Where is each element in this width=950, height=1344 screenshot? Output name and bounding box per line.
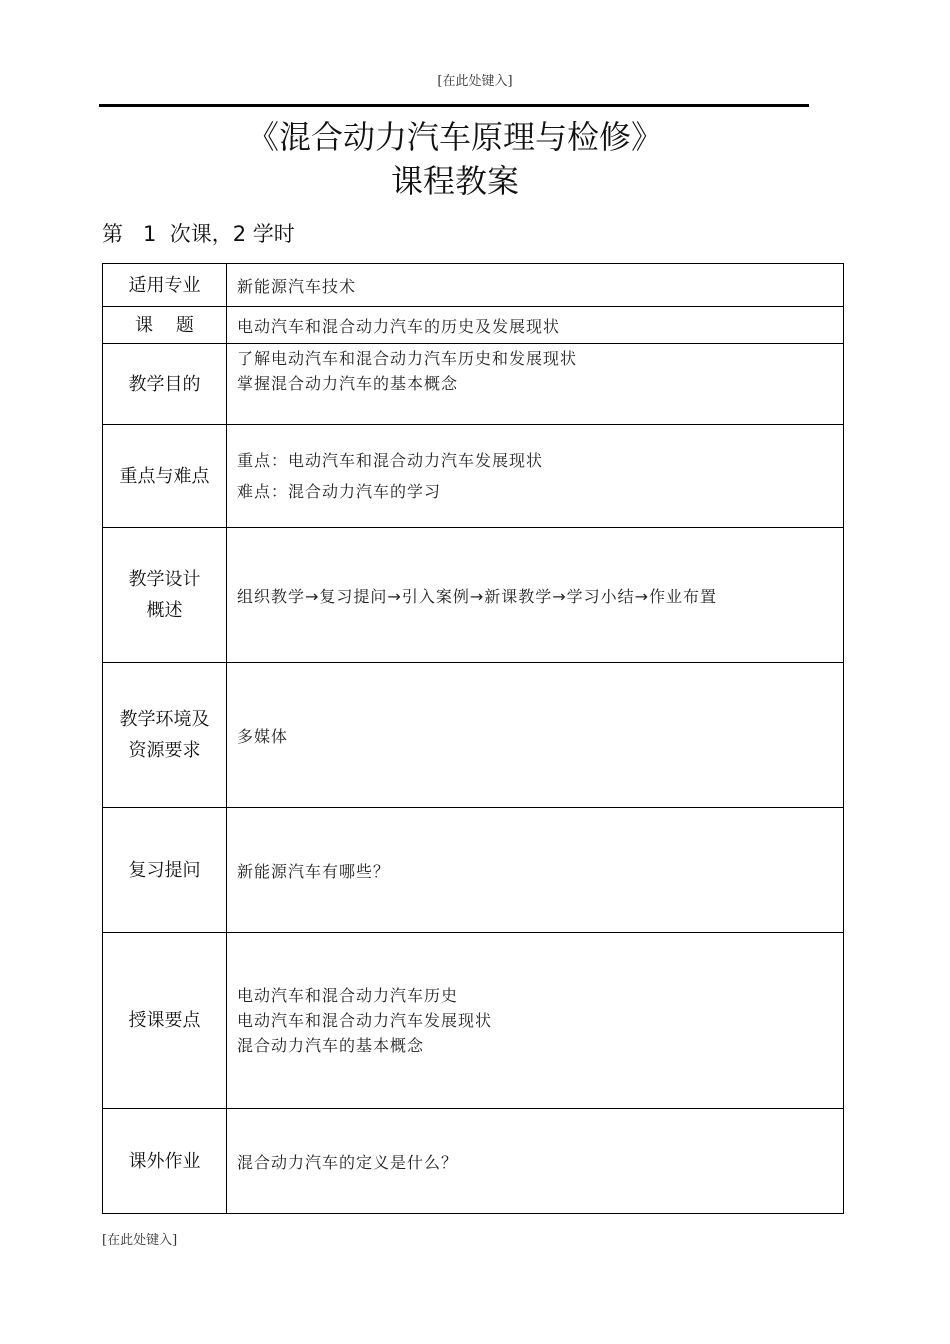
row-value-line: 了解电动汽车和混合动力汽车历史和发展现状	[237, 349, 578, 368]
lesson-plan-table	[102, 263, 844, 1214]
row-value	[227, 307, 844, 344]
page-header-placeholder[interactable]: [在此处键入]	[437, 74, 513, 89]
session-info: 第 1 次课，2 学时	[102, 222, 295, 246]
table-row-teaching-points	[103, 933, 844, 1109]
table-row-review	[103, 808, 844, 933]
row-label: 适用专业	[103, 264, 227, 307]
row-value-line: 重点：电动汽车和混合动力汽车发展现状	[237, 451, 544, 470]
row-value	[227, 344, 844, 425]
table-row-topic	[103, 307, 844, 344]
row-value-line: 电动汽车和混合动力汽车的历史及发展现状	[237, 316, 561, 336]
row-value-line: 电动汽车和混合动力汽车历史	[237, 986, 459, 1005]
table-row-homework	[103, 1109, 844, 1214]
row-label: 课 题	[103, 307, 227, 344]
row-value-line: 混合动力汽车的定义是什么？	[237, 1152, 459, 1172]
row-value-line: 电动汽车和混合动力汽车发展现状	[237, 1011, 493, 1030]
header-rule	[99, 104, 809, 107]
row-label-line: 教学设计	[128, 569, 201, 590]
document-subtitle: 课程教案	[390, 162, 519, 200]
row-value-line: 新能源汽车有哪些？	[237, 861, 391, 881]
row-value-line: 难点：混合动力汽车的学习	[237, 482, 442, 501]
table-row-objectives	[103, 344, 844, 425]
row-value	[227, 663, 844, 808]
row-value	[227, 1109, 844, 1214]
row-value-line: 组织教学→复习提问→引入案例→新课教学→学习小结→作业布置	[237, 586, 718, 606]
row-label	[103, 528, 227, 663]
table-row-design	[103, 528, 844, 663]
row-value-line: 掌握混合动力汽车的基本概念	[237, 374, 459, 393]
row-label-line: 资源要求	[128, 740, 201, 761]
table-row-environment	[103, 663, 844, 808]
row-value-line: 多媒体	[237, 726, 289, 746]
row-label-line: 教学环境及	[119, 709, 210, 730]
table-row-major	[103, 264, 844, 307]
row-label: 重点与难点	[103, 425, 227, 528]
row-value	[227, 528, 844, 663]
row-value	[227, 808, 844, 933]
row-value	[227, 425, 844, 528]
page-footer-placeholder[interactable]: [在此处键入]	[102, 1233, 178, 1248]
row-value	[227, 933, 844, 1109]
table-row-key-points	[103, 425, 844, 528]
row-label	[103, 663, 227, 808]
course-title: 《混合动力汽车原理与检修》	[246, 118, 663, 156]
row-label-line: 概述	[146, 600, 183, 621]
row-label: 授课要点	[103, 933, 227, 1109]
row-label: 复习提问	[103, 808, 227, 933]
row-label: 课外作业	[103, 1109, 227, 1214]
row-label: 教学目的	[103, 344, 227, 425]
row-value-line: 混合动力汽车的基本概念	[237, 1036, 425, 1055]
row-value	[227, 264, 844, 307]
row-value-line: 新能源汽车技术	[237, 276, 357, 296]
